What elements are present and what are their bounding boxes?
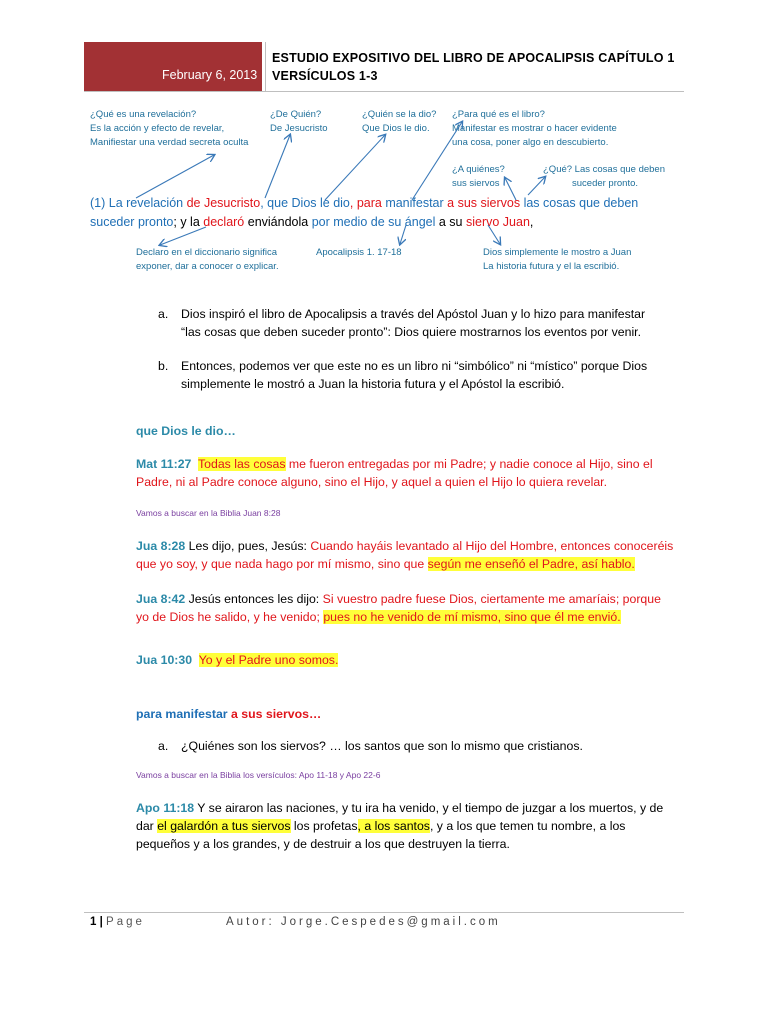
verse-apo-11-18: Apo 11:18 Y se airaron las naciones, y tu ira ha venido, y el tiempo de juzgar a los muertos, y de dar el galardón a tus siervos los profetas, a los santos, y a los que temen tu nombre, a los pequeños y a los grandes, y de destruir a los que destruyen la tierra. — [136, 801, 664, 851]
annotation-declaro: Declaro en el diccionario significa exponer, dar a conocer o explicar. — [136, 247, 279, 272]
arrow-que — [528, 177, 545, 195]
list-item-siervos: ¿Quiénes son los siervos? … los santos que son lo mismo que cristianos. — [181, 739, 583, 753]
verse-jua-10-30: Jua 10:30 Yo y el Padre uno somos. — [136, 653, 339, 667]
arrow-dios-mostro — [488, 225, 500, 244]
document-subtitle: VERSÍCULOS 1-3 — [272, 69, 378, 83]
document-title: ESTUDIO EXPOSITIVO DEL LIBRO DE APOCALIPSIS CAPÍTULO 1 — [272, 51, 675, 65]
section-heading-dios-le-dio: que Dios le dio… — [136, 424, 236, 438]
list-marker-b: b. — [158, 359, 169, 373]
main-verse-line1: (1) La revelación de Jesucristo, que Dios le dio, para manifestar a sus siervos las cosas que deben — [90, 196, 639, 210]
arrow-de-quien — [265, 135, 290, 198]
list-item-b: Entonces, podemos ver que este no es un libro ni “simbólico” ni “místico” porque Dios simplemente le mostró a Juan la historia futura y el Apóstol la escribió. — [181, 359, 648, 391]
arrow-declaro — [160, 227, 206, 245]
verse-jua-8-28: Jua 8:28 Les dijo, pues, Jesús: Cuando hayáis levantado al Hijo del Hombre, entonces conoceréis que yo soy, y que nada hago por mí mismo, sino que según me enseñó el Padre, así hablo. — [136, 539, 674, 571]
list-item-a: Dios inspiró el libro de Apocalipsis a través del Apóstol Juan y lo hizo para manifestar “las cosas que deben suceder pronto”: Dios quiere mostrarnos los eventos por venir. — [181, 307, 646, 339]
annotation-apocalipsis-ref: Apocalipsis 1. 17-18 — [316, 247, 402, 258]
document-date: February 6, 2013 — [162, 68, 258, 82]
arrow-para-que — [412, 122, 462, 200]
annotation-de-quien: ¿De Quién? De Jesucristo — [270, 109, 328, 134]
page-number: 1 | Page — [90, 916, 145, 928]
verse-mat-11-27: Mat 11:27 Todas las cosas me fueron entregadas por mi Padre; y nadie conoce al Hijo, sino el Padre, ni al Padre conoce alguno, sino el Hijo, y aquel a quien el Hijo lo quiera revelar. — [136, 457, 653, 489]
footer-author: Autor: Jorge.Cespedes@gmail.com — [226, 916, 501, 928]
annotation-arrows — [0, 0, 768, 300]
arrow-a-quienes — [505, 178, 516, 200]
verse-jua-8-42: Jua 8:42 Jesús entonces les dijo: Si vuestro padre fuese Dios, ciertamente me amaríais; porque yo de Dios he salido, y he venido; pues no he venido de mí mismo, sino que él me envió. — [136, 592, 661, 624]
annotation-revelacion: ¿Qué es una revelación? Es la acción y efecto de revelar, Manifiestar una verdad secreta oculta — [90, 109, 249, 148]
list-marker-c: a. — [158, 739, 169, 753]
search-note-1: Vamos a buscar en la Biblia Juan 8:28 — [136, 508, 281, 518]
annotation-quien-dio: ¿Quién se la dio? Que Dios le dio. — [362, 109, 437, 134]
search-note-2: Vamos a buscar en la Biblia los versículos: Apo 11-18 y Apo 22-6 — [136, 770, 381, 780]
list-marker-a: a. — [158, 307, 169, 321]
annotation-que: ¿Qué? Las cosas que deben suceder pronto. — [543, 164, 666, 189]
annotation-a-quienes: ¿A quiénes? sus siervos — [452, 164, 505, 189]
main-verse-line2: suceder pronto; y la declaró enviándola por medio de su ángel a su siervo Juan, — [90, 215, 534, 229]
arrow-revelacion — [136, 155, 214, 198]
footer-rule — [84, 912, 684, 913]
arrow-apocalipsis — [400, 225, 406, 244]
arrow-quien-dio — [325, 135, 385, 200]
annotation-para-que: ¿Para qué es el libro? Manifestar es mostrar o hacer evidente una cosa, poner algo en descubierto. — [452, 109, 617, 148]
annotation-dios-mostro: Dios simplemente le mostro a Juan La historia futura y el la escribió. — [483, 247, 632, 272]
section-heading-manifestar: para manifestar a sus siervos… — [136, 707, 322, 721]
